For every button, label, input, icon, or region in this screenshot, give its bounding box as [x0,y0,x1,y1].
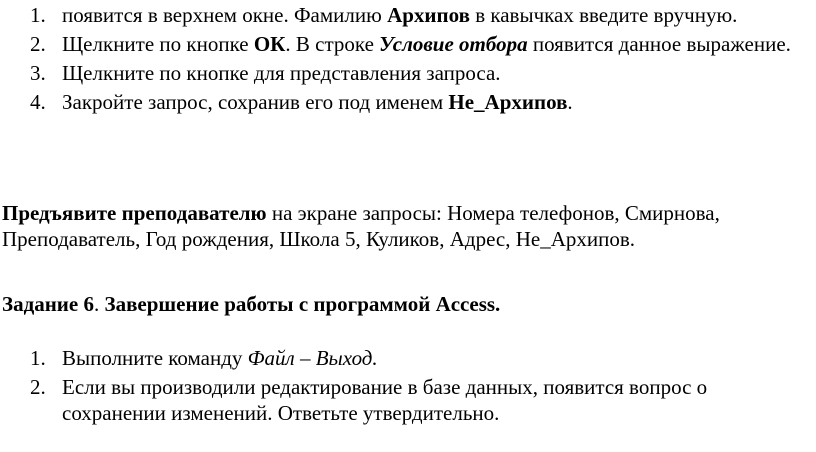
text-run: . [93,292,105,316]
list-item-text [62,3,737,27]
list-item [0,60,816,86]
list-item-number: 1. [30,3,46,27]
list-item-text [62,346,378,370]
list-item-number: 2. [30,375,46,399]
emphasized-text: Задание 6 [2,292,94,316]
text-run: на экране запросы: Номера телефонов, Смирнова, Преподаватель, Год рождения, Школа 5, Куликов, Адрес, Не_Архипов. [2,201,720,251]
emphasized-text: Не_Архипов [448,90,568,114]
text-run: Щелкните по кнопке для представления запроса. [62,61,501,85]
emphasized-text: Предъявите преподавателю [2,201,267,225]
emphasized-text: ОК [253,32,286,56]
list-item-text [62,32,791,56]
list-item [0,89,816,115]
list-item [0,2,816,28]
present-to-teacher-paragraph [2,200,812,252]
instruction-list-top [0,2,816,115]
list-item [0,345,816,371]
list-item [0,374,816,426]
text-run: появится данное выражение. [527,32,791,56]
emphasized-text: Условие отбора [379,32,528,56]
emphasized-text: Завершение работы с программой Access. [104,292,501,316]
list-item-text [62,375,707,425]
list-item-number: 3. [30,61,46,85]
task-6-heading [2,291,812,317]
list-item-number: 2. [30,32,46,56]
text-run: . В строке [285,32,380,56]
emphasized-text: Архипов [387,3,470,27]
text-run: в кавычках введите вручную. [469,3,738,27]
emphasized-text: Файл – Выход. [247,346,378,370]
list-item-text [62,90,573,114]
list-item-number: 4. [30,90,46,114]
text-run: Если вы производили редактирование в базе данных, появится вопрос о сохранении изменений. Ответьте утвердительно. [62,375,708,425]
list-item-number: 1. [30,346,46,370]
text-run: Щелкните по кнопке [62,32,254,56]
list-item-text [62,61,501,85]
text-run: Выполните команду [62,346,248,370]
text-run: появится в верхнем окне. Фамилию [62,3,388,27]
instruction-list-bottom [0,345,816,426]
text-run: Закройте запрос, сохранив его под именем [62,90,449,114]
text-run: . [567,90,573,114]
list-item [0,31,816,57]
